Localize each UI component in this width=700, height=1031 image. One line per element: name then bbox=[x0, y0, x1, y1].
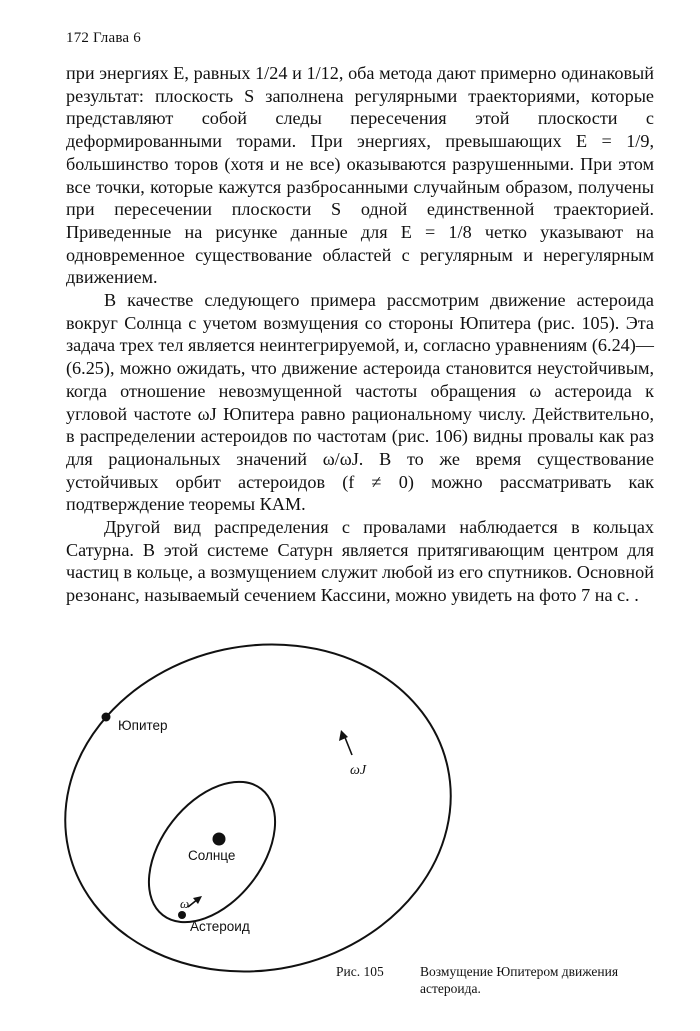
jupiter-label: Юпитер bbox=[118, 718, 168, 733]
caption-number: Рис. 105 bbox=[336, 964, 384, 979]
body-text bbox=[66, 62, 654, 607]
caption-text: Возмущение Юпитером движения астероида. bbox=[420, 964, 619, 996]
paragraph: Другой вид распределения с провалами наблюдается в кольцах Сатурна. В этой системе Сатурн является притягивающим центром для частиц в кольце, а возмущением служит любой из его спутников. Основной резонанс, называемый сечением Кассини, можно увидеть на фото 7 на с. . bbox=[66, 517, 654, 606]
sun-point bbox=[213, 833, 226, 846]
sun-label: Солнце bbox=[188, 848, 236, 863]
paragraph: В качестве следующего примера рассмотрим движение астероида вокруг Солнца с учетом возмущения со стороны Юпитера (рис. 105). Эта задача трех тел является неинтегрируемой, и, согласно уравнениям (6.24)—(6.25), можно ожидать, что движение астероида становится неустойчивым, когда отношение невозмущенной частоты обращения ω астероида к угловой частоте ωJ Юпитера равно рациональному числу. Действительно, в распределении астероидов по частотам (рис. 106) видны провалы как раз для рациональных значений ω/ωJ. В то же время существование устойчивых орбит астероидов (f ≠ 0) можно рассматривать как подтверждение теоремы КАМ. bbox=[66, 290, 654, 515]
jupiter-orbit bbox=[35, 630, 482, 1007]
omega-label: ω bbox=[180, 896, 190, 911]
asteroid-point bbox=[178, 911, 186, 919]
figure-caption bbox=[336, 963, 676, 997]
asteroid-label: Астероид bbox=[190, 919, 250, 934]
jupiter-point bbox=[102, 713, 111, 722]
omega-j-arrowhead bbox=[339, 730, 348, 741]
omega-j-label: ωJ bbox=[350, 763, 367, 778]
paragraph: при энергиях E, равных 1/24 и 1/12, оба метода дают примерно одинаковый результат: плоскость S заполнена регулярными траекториями, которые представляют собой следы пересечения этой плоскости с деформированными торами. При энергиях, превышающих E = 1/9, большинство торов (хотя и не все) оказываются разрушенными. При этом все точки, которые кажутся разбросанными случайным образом, получены при пересечении плоскости S одной единственной траекторией. Приведенные на рисунке данные для E = 1/8 четко указывают на одновременное существование областей с регулярным и нерегулярным движением. bbox=[66, 63, 654, 288]
page-header: 172 Глава 6 bbox=[66, 30, 141, 46]
